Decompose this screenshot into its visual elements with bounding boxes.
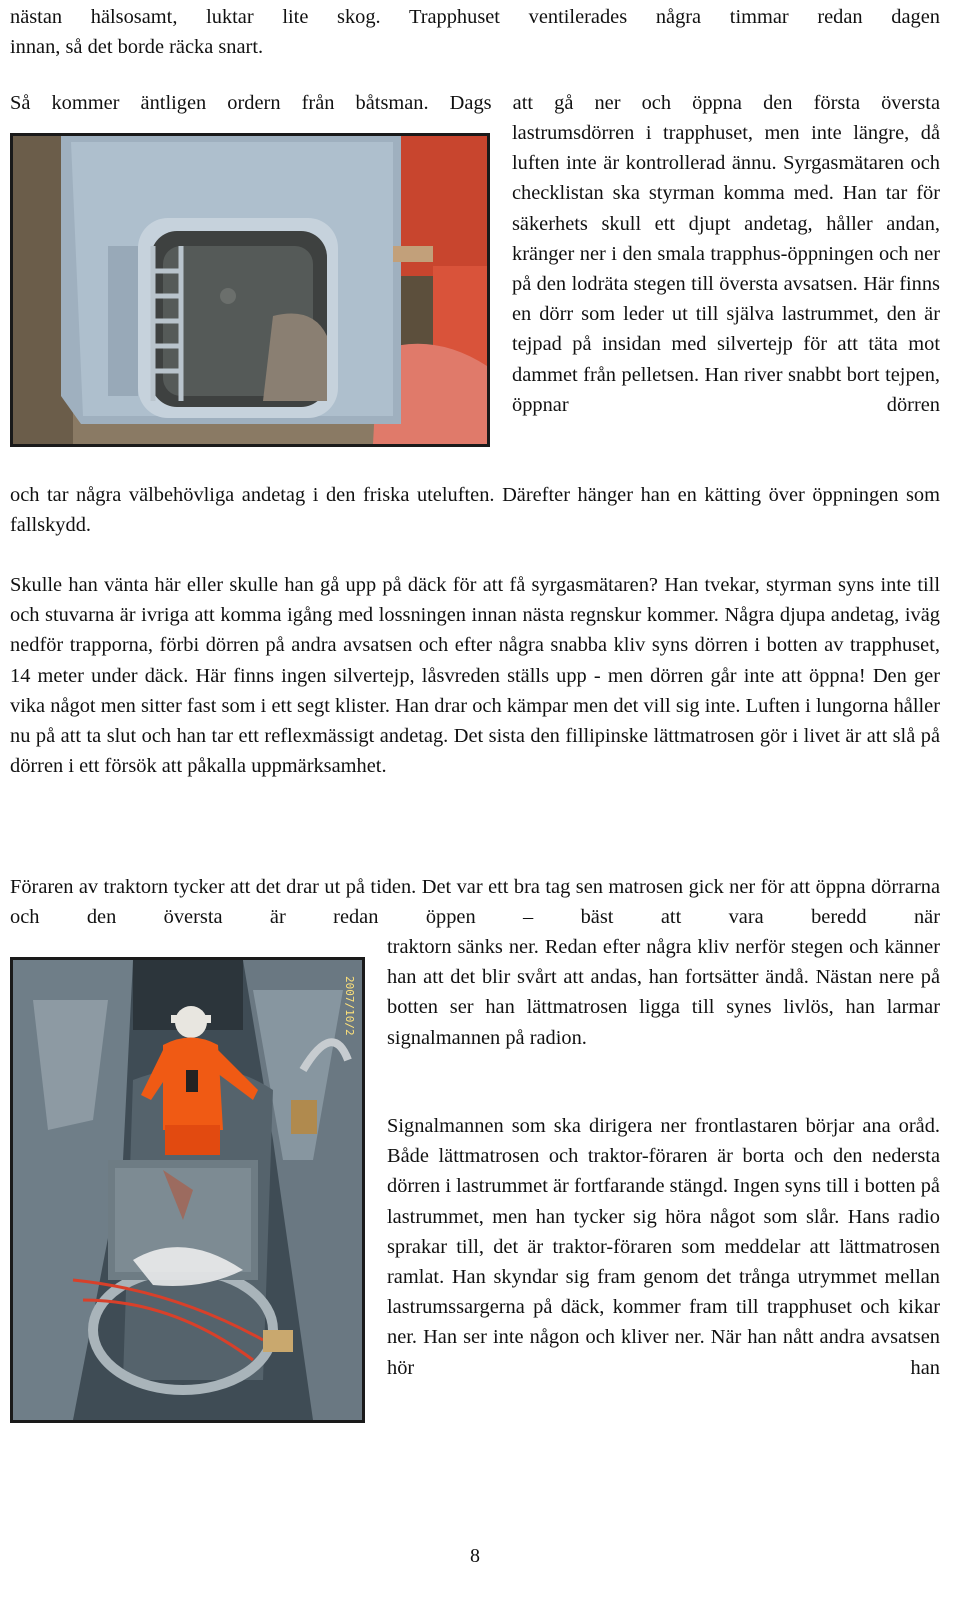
paragraph-tractor-wrap [387, 932, 940, 1053]
paragraph-text: Signalmannen som ska dirigera ner frontlastaren börjar ana oråd. Både lättmatrosen och traktor-föraren är borta och den nedersta dörren i lastrummet är fortfarande stängd. Ingen syns till i botten på lastrummet, men han tycker sig höra något som slår. Hans radio sprakar till, det är traktor-föraren som meddelar att lättmatrosen ramlat. Han skyndar sig fram genom det trånga utrymmet mellan lastrumssargerna på däck, kommer fram till trapphuset och kikar ner. Han ser inte någon och kliver ner. När han nått andra avsatsen hör han [387, 1115, 940, 1379]
paragraph-order-continued [10, 480, 940, 540]
paragraph-text: traktorn sänks ner. Redan efter några kliv nerför stegen och känner han att det blir svårt att andas, han fortsätter ändå. Nästan nere på botten ser han lättmatrosen ligga till synes livlös, han larmar signalmannen på radion. [387, 936, 940, 1049]
paragraph-text: lastrumsdörren i trapphuset, men inte längre, då luften inte är kontrollerad ännu. Syrgasmätaren och checklistan ska styrman komma med. Han tar för säkerhets skull ett djupt andetag, håller andan, kränger ner i den smala trapphus-öppningen och ner på den lodräta stegen till översta avsatsen. Här finns en dörr som leder ut till själva lastrummet, den är tejpad på insidan med silvertejp för att täta mot dammet från pelletsen. Han river snabbt bort tejpen, öppnar dörren [512, 122, 940, 416]
photo-hatch-stairwell [10, 133, 490, 447]
photo-date-stamp: 2007/10/2 [343, 976, 356, 1036]
paragraph-text: Föraren av traktorn tycker att det drar ut på tiden. Det var ett bra tag sen matrosen gick ner för att öppna dörrarna och den översta är redan öppen – bäst att vara beredd när [10, 876, 940, 929]
paragraph-text: Skulle han vänta här eller skulle han gå upp på däck för att få syrgasmätaren? Han tvekar, styrman syns inte till och stuvarna är ivriga att komma igång med lossningen innan nästa regnskur kommer. Några djupa andetag, iväg nedför trapporna, förbi dörren på andra avsatsen och efter några snabba kliv syns dörren i botten av trapphuset, 14 meter under däck. Här finns ingen silvertejp, låsvreden ställs upp - men dörren går inte att öppna! Den ger vika något men sitter fast som i ett segt klister. Han drar och kämpar men det vill sig inte. Luften i lungorna håller nu på att ta slut och han tar ett reflexmässigt andetag. Det sista den fillipinske lättmatrosen gör i livet är att slå på dörren i ett försök att påkalla uppmärksamhet. [10, 574, 940, 778]
text-line: innan, så det borde räcka snart. [10, 36, 264, 59]
paragraph-text: och tar några välbehövliga andetag i den friska uteluften. Därefter hänger han en kätting över öppningen som fallskydd. [10, 484, 940, 537]
paragraph-intro [10, 2, 940, 62]
paragraph-stairwell [10, 570, 940, 781]
paragraph-tractor-driver [10, 872, 940, 932]
paragraph-order-first-line [10, 88, 940, 118]
photo-worker-stairwell [10, 957, 365, 1423]
paragraph-order-wrap [512, 118, 940, 420]
document-page [10, 0, 940, 1602]
text-line: nästan hälsosamt, luktar lite skog. Trapphuset ventilerades några timmar redan dagen [10, 6, 940, 28]
page-number: 8 [470, 1545, 480, 1567]
paragraph-signalman [387, 1111, 940, 1383]
text-line: Så kommer äntligen ordern från båtsman. Dags att gå ner och öppna den första översta [10, 92, 940, 114]
